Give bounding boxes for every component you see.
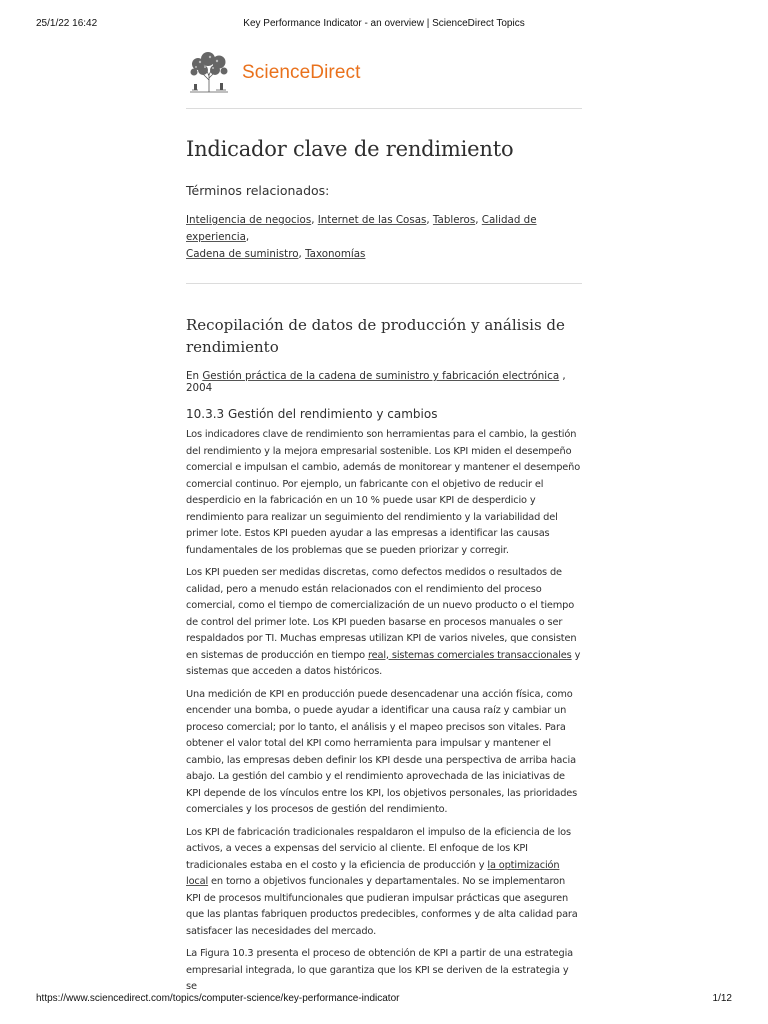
related-term-link[interactable]: Calidad de experiencia	[186, 214, 537, 243]
brand-header[interactable]	[186, 48, 582, 96]
section-title: Recopilación de datos de producción y análisis de rendimiento	[186, 316, 565, 356]
print-page-number: 1/12	[712, 993, 732, 1004]
related-term-link[interactable]: Internet de las Cosas	[317, 214, 427, 226]
related-terms-list: Inteligencia de negocios, Internet de las Cosas, Tableros, Calidad de experiencia, Cadena de suministro, Taxonomías	[186, 214, 537, 260]
source-prefix: En	[186, 370, 200, 382]
paragraph: Una medición de KPI en producción puede desencadenar una acción física, como encender una bomba, o puede ayudar a identificar una causa raíz y cambiar un proceso comercial; por lo tanto, el análisis y el mapeo precisos son vitales. Para obtener el valor total del KPI como herramienta para impulsar y mantener el cambio, las empresas deben definir los KPI desde una perspectiva de arriba hacia abajo. La gestión del cambio y el rendimiento aprovechada de las iniciativas de KPI depende de los vínculos entre los KPI, los objetivos personales, las prioridades comerciales y los procesos de gestión del rendimiento.	[186, 688, 578, 815]
inline-link[interactable]: real, sistemas comerciales transaccionales	[367, 649, 572, 661]
article-content	[186, 48, 582, 996]
inline-link[interactable]: la optimización local	[186, 859, 560, 887]
page-title: Indicador clave de rendimiento	[186, 137, 514, 161]
brand-name: ScienceDirect	[242, 62, 361, 83]
related-terms-heading: Términos relacionados:	[186, 183, 330, 198]
source-book-link[interactable]: Gestión práctica de la cadena de suministro y fabricación electrónica	[202, 370, 560, 382]
paragraph-text: en torno a objetivos funcionales y departamentales. No se implementaron KPI de procesos multifuncionales que pudieran impulsar prácticas que aseguren que las plantas fabriquen productos predecibles, conformes y de alta calidad para satisfacer las necesidades del mercado.	[186, 876, 578, 937]
print-footer	[36, 993, 732, 1004]
paragraph: La Figura 10.3 presenta el proceso de obtención de KPI a partir de una estrategia empresarial integrada, lo que garantiza que los KPI se deriven de la estrategia y se	[186, 948, 574, 992]
paragraph-text: y sistemas que acceden a datos históricos.	[186, 649, 581, 677]
print-date: 25/1/22 16:42	[36, 18, 98, 29]
paragraph-text: Los KPI de fabricación tradicionales respaldaron el impulso de la eficiencia de los activos, a veces a expensas del servicio al cliente. El enfoque de los KPI tradicionales estaba en el costo y la eficiencia de producción y	[186, 826, 571, 871]
related-term-link[interactable]: Cadena de suministro	[186, 248, 299, 260]
subsection-heading: 10.3.3 Gestión del rendimiento y cambios	[186, 407, 438, 421]
elsevier-tree-logo	[186, 50, 232, 94]
print-doc-title: Key Performance Indicator - an overview | ScienceDirect Topics	[243, 18, 525, 29]
source-year: , 2004	[186, 370, 566, 394]
related-term-link[interactable]: Tableros	[432, 214, 476, 226]
paragraph-text: Los KPI pueden ser medidas discretas, como defectos medidos o resultados de calidad, pero a menudo están relacionados con el rendimiento del proceso comercial, como el tiempo de comercialización de un nuevo producto o el tiempo de control del primer lote. Los KPI pueden basarse en procesos manuales o ser respaldados por TI. Muchas empresas utilizan KPI de varios niveles, que consisten en sistemas de producción en tiempo	[186, 567, 577, 661]
paragraph	[186, 565, 582, 681]
related-term-link[interactable]: Taxonomías	[305, 248, 366, 260]
paragraph: Los indicadores clave de rendimiento son herramientas para el cambio, la gestión del rendimiento y la mejora empresarial sostenible. Los KPI miden el desempeño comercial e impulsan el cambio, además de monitorear y mantener el desempeño comercial continuo. Por ejemplo, un fabricante con el objetivo de reducir el desperdicio en la fabricación en un 10 % puede usar KPI de desperdicio y rendimiento para realizar un seguimiento del rendimiento y la variabilidad del primer lote. Estos KPI pueden ayudar a las empresas a identificar las causas fundamentales de los problemas que se pueden priorizar y corregir.	[186, 429, 581, 556]
divider	[186, 283, 582, 284]
source-line	[186, 370, 582, 394]
paragraph	[186, 825, 582, 941]
related-term-link[interactable]: Inteligencia de negocios	[186, 214, 312, 226]
print-url: https://www.sciencedirect.com/topics/computer-science/key-performance-indicator	[36, 993, 400, 1004]
divider	[186, 108, 582, 109]
